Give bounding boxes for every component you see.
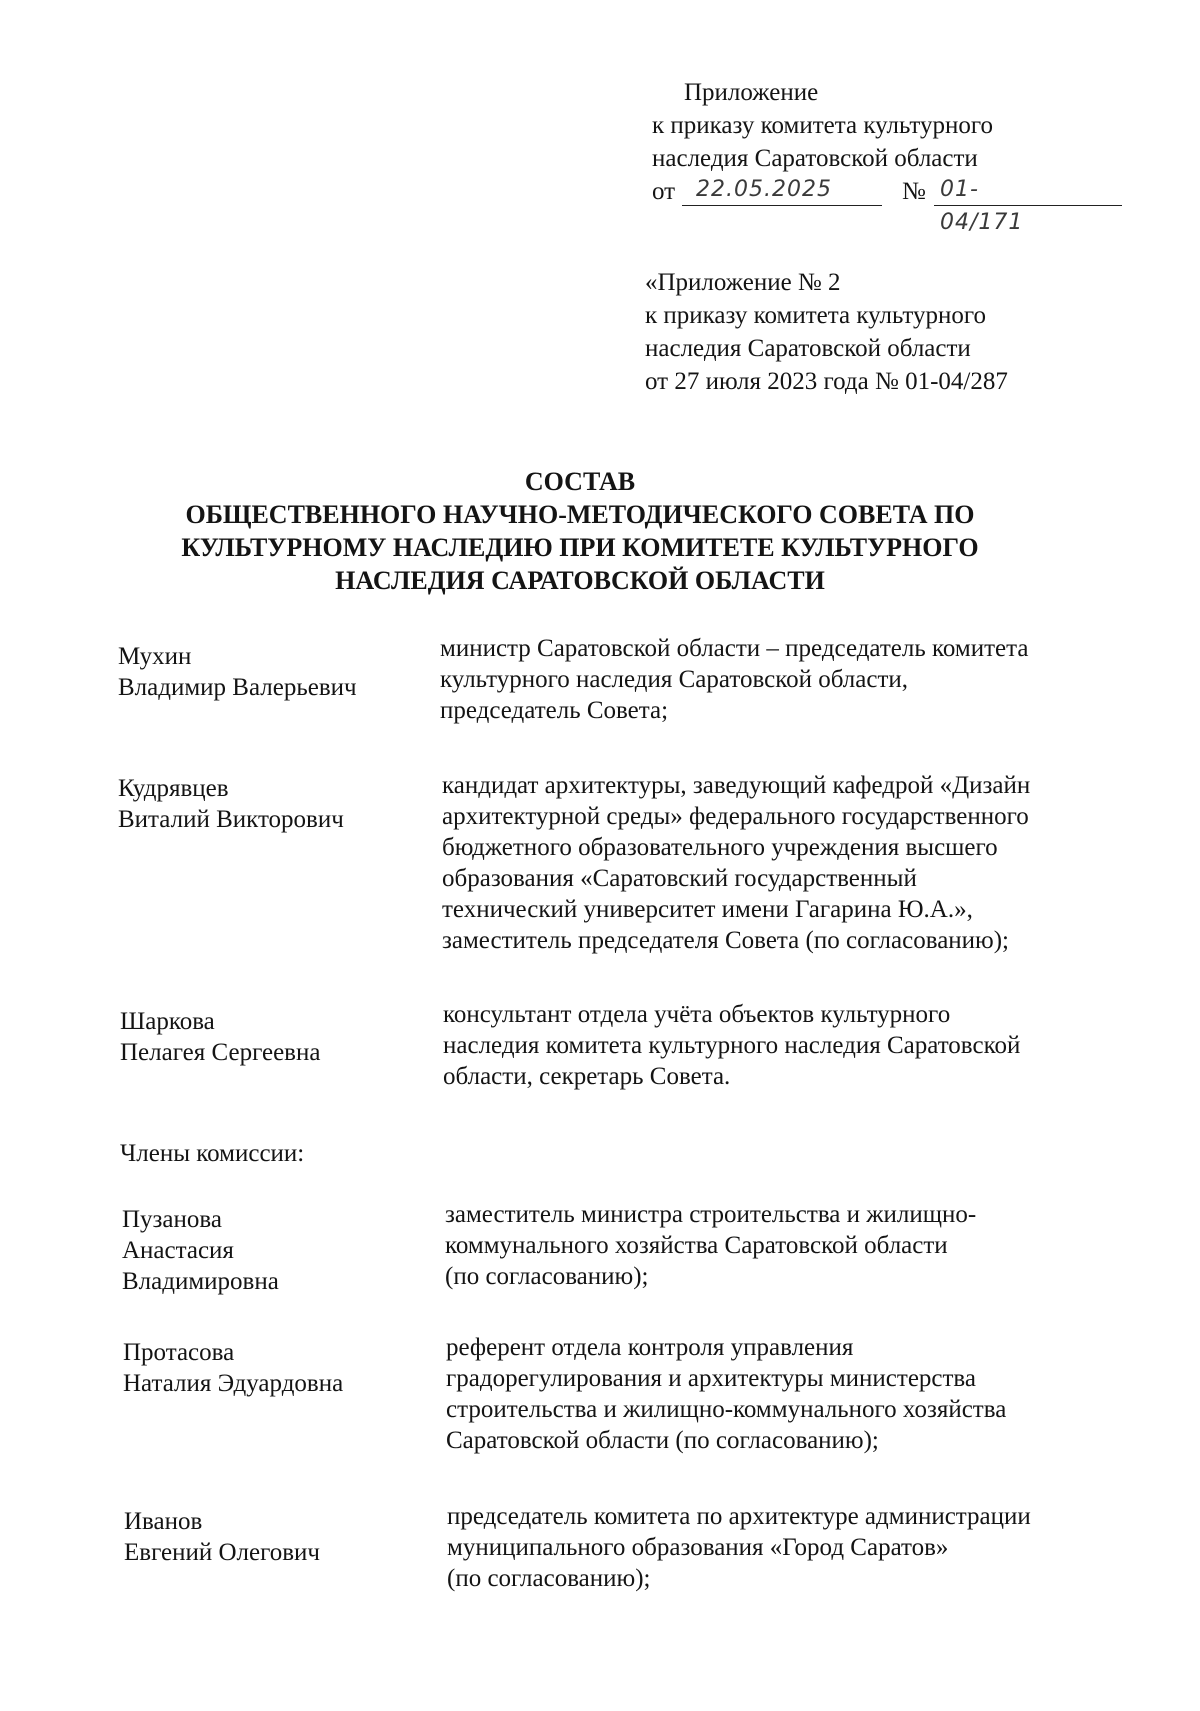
surname: Иванов [124,1508,203,1535]
member-name [118,641,418,703]
date-prefix: от [652,178,676,205]
description-line: культурного наследия Саратовской области, [440,666,909,693]
title-line: ОБЩЕСТВЕННОГО НАУЧНО-МЕТОДИЧЕСКОГО СОВЕТА ПО [185,500,975,529]
description-line: технический университет имени Гагарина Ю.А.», [442,896,973,923]
document-title [80,465,1080,597]
member-name [122,1204,422,1297]
description-line: кандидат архитектуры, заведующий кафедрой «Дизайн [442,772,1031,799]
description-line: (по согласованию); [445,1263,649,1290]
description-line: заместитель министра строительства и жилищно- [445,1201,977,1228]
appendix-line: наследия Саратовской области [645,335,971,362]
title-line: СОСТАВ [524,467,636,496]
number-prefix: № [902,178,926,205]
description-line: председатель Совета; [440,697,669,724]
title-line: КУЛЬТУРНОМУ НАСЛЕДИЮ ПРИ КОМИТЕТЕ КУЛЬТУРНОГО [181,533,979,562]
description-line: консультант отдела учёта объектов культурного [443,1001,951,1028]
appendix-line: наследия Саратовской области [652,145,978,172]
member-name [118,773,418,835]
given-names: Виталий Викторович [118,806,344,833]
member-description [445,1199,1145,1292]
members-section-label: Члены комиссии: [120,1140,305,1167]
surname: Кудрявцев [118,775,229,802]
description-line: коммунального хозяйства Саратовской области [445,1232,948,1259]
member-description [440,633,1140,726]
description-line: строительства и жилищно-коммунального хозяйства [446,1396,1007,1423]
given-names: Пелагея Сергеевна [120,1039,321,1066]
member-description [443,999,1143,1092]
appendix-line: Приложение [684,79,819,106]
description-line: бюджетного образовательного учреждения высшего [442,834,998,861]
description-line: председатель комитета по архитектуре администрации [447,1503,1031,1530]
appendix-line: к приказу комитета культурного [645,302,987,329]
member-description [447,1501,1147,1594]
member-description [446,1332,1146,1456]
description-line: заместитель председателя Совета (по согласованию); [442,927,1009,954]
handwritten-date: 22.05.2025 [696,177,832,202]
given-names: Наталия Эдуардовна [123,1370,344,1397]
description-line: референт отдела контроля управления [446,1334,854,1361]
surname: Шаркова [120,1008,215,1035]
given-names: Евгений Олегович [124,1539,320,1566]
patronymic: Владимировна [122,1268,279,1295]
description-line: области, секретарь Совета. [443,1063,731,1090]
surname: Пузанова [122,1206,222,1233]
description-line: образования «Саратовский государственный [442,865,917,892]
surname: Мухин [118,643,192,670]
description-line: градорегулирования и архитектуры министерства [446,1365,977,1392]
surname: Протасова [123,1339,235,1366]
member-name [120,1006,420,1068]
given-names: Владимир Валерьевич [118,674,357,701]
previous-appendix-reference [645,266,1008,398]
given-name: Анастасия [122,1237,234,1264]
title-line: НАСЛЕДИЯ САРАТОВСКОЙ ОБЛАСТИ [335,566,825,595]
appendix-line: к приказу комитета культурного [652,112,994,139]
description-line: архитектурной среды» федерального государственного [442,803,1029,830]
appendix-line: «Приложение № 2 [645,269,841,296]
member-description [442,770,1142,956]
member-name [123,1337,423,1399]
description-line: наследия комитета культурного наследия Саратовской [443,1032,1021,1059]
handwritten-number: 01-04/171 [940,177,1024,235]
appendix-header [652,76,1024,235]
description-line: Саратовской области (по согласованию); [446,1427,879,1454]
description-line: министр Саратовской области – председатель комитета [440,635,1029,662]
description-line: (по согласованию); [447,1565,651,1592]
appendix-line: от 27 июля 2023 года № 01-04/287 [645,368,1008,395]
member-name [124,1506,424,1568]
description-line: муниципального образования «Город Саратов» [447,1534,949,1561]
order-date-number-line [652,175,1024,235]
